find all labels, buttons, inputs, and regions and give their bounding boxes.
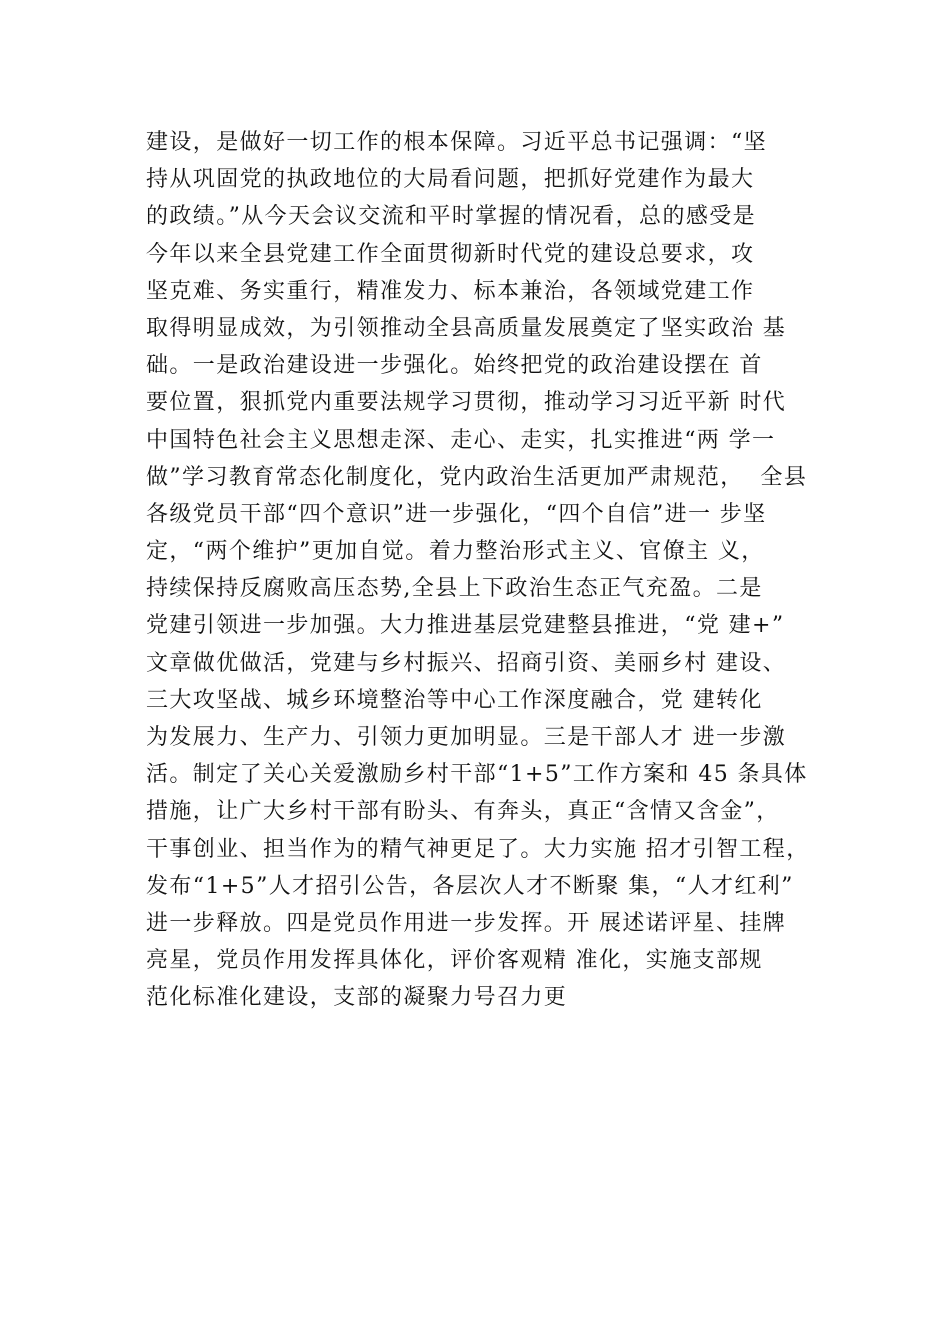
text-line-10: 做”学习教育常态化制度化，党内政治生活更加严肃规范， 全县 — [146, 464, 808, 490]
body-paragraph — [146, 124, 846, 1017]
text-line-16: 三大攻坚战、城乡环境整治等中心工作深度融合，党 建转化 — [146, 687, 763, 713]
text-line-19: 措施，让广大乡村干部有盼头、有奔头，真正“含情又含金”， — [146, 799, 780, 825]
text-line-3: 的政绩。”从今天会议交流和平时掌握的情况看，总的感受是 — [146, 204, 757, 230]
text-line-9: 中国特色社会主义思想走深、走心、走实，扎实推进“两 学一 — [146, 427, 776, 453]
text-line-4: 今年以来全县党建工作全面贯彻新时代党的建设总要求，攻 — [146, 241, 755, 267]
text-line-23: 亮星，党员作用发挥具体化，评价客观精 准化，实施支部规 — [146, 948, 763, 974]
text-line-22: 进一步释放。四是党员作用进一步发挥。开 展述诺评星、挂牌 — [146, 910, 787, 936]
text-line-15: 文章做优做活，党建与乡村振兴、招商引资、美丽乡村 建设、 — [146, 650, 787, 676]
text-line-7: 础。一是政治建设进一步强化。始终把党的政治建设摆在 首 — [146, 353, 763, 379]
text-line-11: 各级党员干部“四个意识”进一步强化，“四个自信”进一 步坚 — [146, 501, 767, 527]
text-line-12: 定，“两个维护”更加自觉。着力整治形式主义、官僚主 义， — [146, 539, 765, 565]
text-line-17: 为发展力、生产力、引领力更加明显。三是干部人才 进一步激 — [146, 725, 787, 750]
text-line-2: 持从巩固党的执政地位的大局看问题，把抓好党建作为最大 — [146, 167, 755, 193]
text-line-24: 范化标准化建设，支部的凝聚力号召力更 — [146, 985, 568, 1011]
text-line-14: 党建引领进一步加强。大力推进基层党建整县推进，“党 建+” — [146, 613, 785, 639]
text-line-13: 持续保持反腐败高压态势,全县上下政治生态正气充盈。二是 — [146, 576, 763, 602]
text-line-8: 要位置，狠抓党内重要法规学习贯彻，推动学习习近平新 时代 — [146, 390, 787, 416]
text-line-20: 干事创业、担当作为的精气神更足了。大力实施 招才引智工程， — [146, 836, 810, 862]
text-line-1: 建设，是做好一切工作的根本保障。习近平总书记强调：“坚 — [146, 130, 768, 155]
text-line-6: 取得明显成效，为引领推动全县高质量发展奠定了坚实政治 基 — [146, 315, 787, 341]
text-line-5: 坚克难、务实重行，精准发力、标本兼治，各领域党建工作 — [146, 278, 755, 304]
text-line-21: 发布“1+5”人才招引公告，各层次人才不断聚 集，“人才红利” — [146, 873, 794, 899]
text-line-18: 活。制定了关心关爱激励乡村干部“1+5”工作方案和 45 条具体 — [146, 762, 808, 788]
